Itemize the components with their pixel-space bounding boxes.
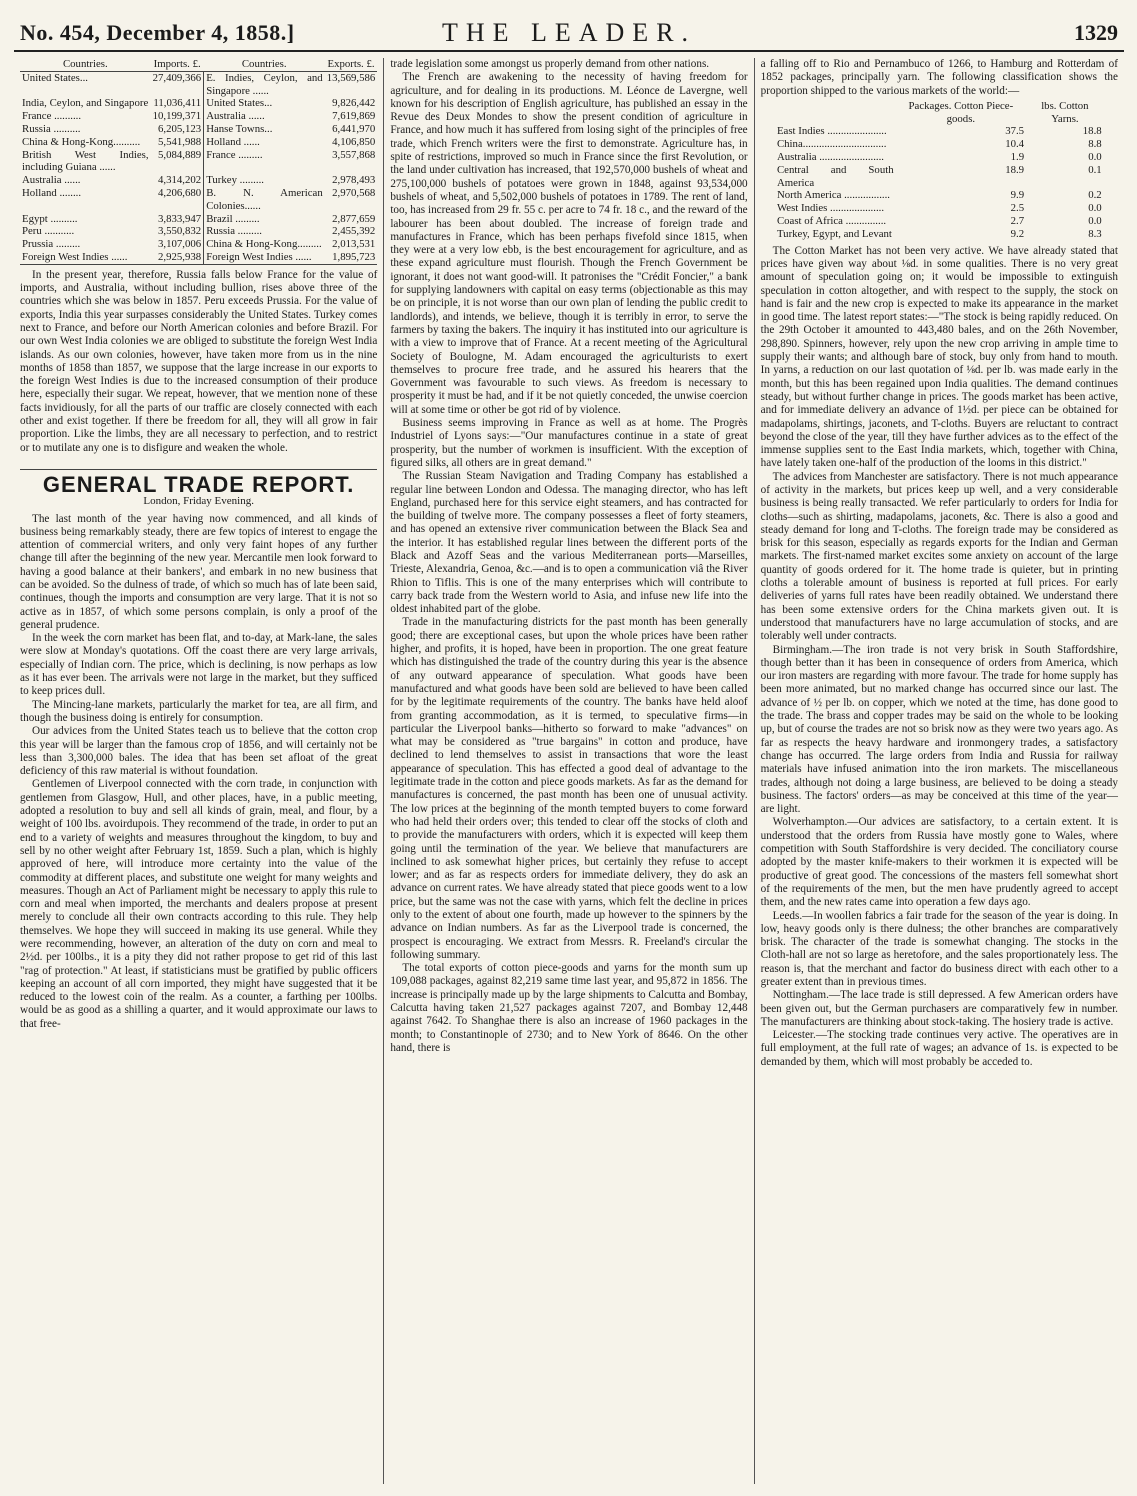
- yarns-value: 0.1: [1088, 163, 1102, 176]
- trade-header-imports: Imports. £.: [151, 58, 204, 71]
- yarns-value: 0.2: [1088, 189, 1102, 202]
- export-value: 2,978,493: [332, 174, 376, 187]
- cotton-header-yarns: lbs. Cotton Yarns.: [1041, 99, 1089, 125]
- table-row: [775, 138, 1104, 151]
- trade-header-countries-2: Countries.: [204, 58, 325, 71]
- market-name: West Indies ....................: [776, 202, 885, 215]
- yarns-value: 18.8: [1082, 125, 1102, 138]
- paragraph: The total exports of cotton piece-goods and yarns for the month sum up 109,088 packages, against 82,219 same time last year, and 95,872 in 1856. The increase is principally made up by the large shipments to Calcutta and Bombay, Calcutta having taken 21,527 packages against 7207, and Bombay 12,448 against 7642. To Shanghae there is also an increase of 1960 packages in the month; to Constantinople of 2730; and to New York of 8646. On the other hand, there is: [390, 962, 748, 1054]
- paragraph: Gentlemen of Liverpool connected with the corn trade, in conjunction with gentlemen from Glasgow, Hull, and other places, have, in a public meeting, adopted a resolution to buy and sell all kinds of grain, meal, and flour, by a weight of 100 lbs. avoirdupois. They recommend of the trade, in order to put an end to a variety of weights and measures throughout the kingdom, to buy and sell by no other weight after February 1st, 1859. Such a plan, which is highly approved of here, will introduce more certainty into the value of the commodity at different places, and substitute one weight for many weights and measures. Though an Act of Parliament might be necessary to apply this rule to corn and meal when imported, the merchants and dealers propose at present merely to conclude all their own contracts according to this rule. They help themselves. We hope they will succeed in making its use general. While they were recommending, however, an alteration of the duty on corn and meal to 2½d. per 100lbs., it is a pity they did not rather propose to get rid of this last "rag of protection." At least, if statisticians must be gratified by public officers keeping an account of all corn imported, they might have suggested that it be reduced to the lowest coin of the realm. As a counter, a farthing per 100lbs. would be as good as a shilling a quarter, and it would approximate our laws to that free-: [20, 778, 378, 1030]
- paragraph: a falling off to Rio and Pernambuco of 1266, to Hamburg and Rotterdam of 1852 packages, principally yarn. The following classification shows the proportion shipped to the various markets of the world:—: [760, 58, 1118, 97]
- import-value: 11,036,411: [153, 97, 202, 110]
- export-value: 9,826,442: [332, 97, 376, 110]
- import-value: 27,409,366: [152, 71, 202, 84]
- table-row: [20, 123, 377, 136]
- export-value: 2,877,659: [332, 212, 376, 225]
- masthead-title: THE LEADER.: [441, 18, 697, 47]
- issue-number: No. 454, December 4, 1858.]: [20, 20, 295, 45]
- paragraph: The last month of the year having now commenced, and all kinds of business being remarkably steady, there are few topics of interest to engage the attention of commercial writers, and only very faint hopes of any further change till after the beginning of the new year. Mercantile men look forward to having a good balance at their bankers', and embark in no new business that can be avoided. So the dulness of trade, of which so much has of late been said, continues, though the imports and consumption are very large. That it is not so active as in 1857, of which some persons complain, is only a proof of the general prudence.: [20, 512, 378, 631]
- paragraph: The advices from Manchester are satisfactory. There is not much appearance of activity in the markets, but prices keep up well, and a very considerable business is being really transacted. We refer particularly to orders for India for cloths—such as shirting, madapolams, jaconets, &c. There is also a good and steady demand for long and T-cloths. The foreign trade may be considered as brisk for this season, especially as regards exports for the Indian and German markets. The first-named market excites some anxiety on account of the large quantity of goods ordered for it. The home trade is quieter, but in printing cloths a tolerable amount of business is reported at full prices. For early deliveries of yarns full rates have been readily obtained. We understand there has been some extensive orders for the China markets given out. It is understood that manufacturers have no large accumulation of stocks, and are tolerably well under contracts.: [760, 470, 1118, 643]
- import-value: 10,199,371: [152, 110, 202, 123]
- table-row: [20, 71, 377, 97]
- piece-goods-value: 2.5: [1010, 202, 1025, 215]
- cotton-table-body: [775, 125, 1104, 240]
- market-name: China...............................: [776, 138, 887, 151]
- table-row: [20, 187, 377, 213]
- market-name: Australia ........................: [776, 151, 885, 164]
- table-row: [20, 110, 377, 123]
- table-row: [20, 174, 377, 187]
- import-country: France ..........: [22, 110, 82, 123]
- yarns-value: 0.0: [1088, 202, 1102, 215]
- import-value: 5,084,889: [158, 148, 202, 161]
- export-country: Brazil .........: [204, 213, 325, 226]
- export-value: 2,013,531: [332, 238, 376, 251]
- import-country: China & Hong-Kong..........: [22, 135, 141, 148]
- piece-goods-value: 9.9: [1010, 189, 1025, 202]
- table-row: [20, 238, 377, 251]
- import-value: 3,107,006: [158, 238, 202, 251]
- export-value: 3,557,868: [332, 148, 376, 161]
- divider: [20, 469, 377, 470]
- import-country: Russia ..........: [22, 122, 81, 135]
- piece-goods-value: 37.5: [1005, 125, 1025, 138]
- table-row: [775, 125, 1104, 138]
- export-value: 2,970,568: [332, 186, 376, 199]
- export-country: United States...: [204, 97, 325, 110]
- export-country: E. Indies, Ceylon, and Singapore ......: [204, 71, 325, 97]
- cotton-header-piece-goods: Packages. Cotton Piece-goods.: [908, 99, 1014, 125]
- export-value: 7,619,869: [332, 110, 376, 123]
- table-row: [20, 251, 377, 264]
- dateline: London, Friday Evening.: [143, 495, 254, 508]
- trade-table: [20, 58, 377, 265]
- paragraph: Business seems improving in France as well as at home. The Progrès Industriel of Lyons says:—"Our manufactures continue in a state of great prosperity, but the number of workmen is insufficient. With the exception of figured silks, all others are in great demand.": [390, 417, 748, 469]
- paragraph: Wolverhampton.—Our advices are satisfactory, to a certain extent. It is understood that the orders from Russia have mostly gone to Wales, where competition with South Staffordshire is very decided. The conciliatory course adopted by the master knife-makers to their workmen it is expected will be productive of great good. The concessions of the masters fell somewhat short of the requirements of the men, but the men have prudently agreed to accept them, and the new rates came into operation a few days ago.: [760, 816, 1118, 909]
- table-row: [775, 189, 1104, 202]
- export-country: B. N. American Colonies......: [204, 187, 325, 213]
- yarns-value: 8.3: [1088, 227, 1102, 240]
- import-country: Holland ........: [22, 186, 82, 199]
- export-country: Hanse Towns...: [204, 123, 325, 136]
- export-value: 13,569,586: [326, 71, 376, 84]
- piece-goods-value: 1.9: [1010, 151, 1025, 164]
- import-value: 3,833,947: [158, 212, 202, 225]
- trade-table-body: [20, 71, 377, 264]
- paragraph: Birmingham.—The iron trade is not very brisk in South Staffordshire, though better than it has been in consequence of orders from America, which our iron masters are regarding with more favour. The trade for home supply has been more animated, but no marked change has occurred since our last. The advance of ½ per lb. on copper, which we noted at the time, has done good to the trade. The brass and copper trades may be said on the whole to be looking up, but of course the trades are not so brisk now as they were two years ago. As far as respects the heavy hardware and ironmongery trades, a satisfactory change has occurred. The large orders from India and Russia for railway materials have infused animation into the iron markets. The miscellaneous trades, although not doing a large business, are believed to be doing a steady business. The factors' orders—as may be conceived at this time of the year—are light.: [760, 643, 1118, 816]
- table-row: [20, 225, 377, 238]
- import-value: 3,550,832: [158, 225, 202, 238]
- cotton-header-market: [775, 100, 896, 126]
- table-row: [775, 202, 1104, 215]
- table-row: [20, 149, 377, 175]
- piece-goods-value: 9.2: [1010, 227, 1025, 240]
- table-row: [20, 136, 377, 149]
- export-country: France .........: [204, 149, 325, 175]
- import-country: United States...: [22, 71, 88, 84]
- table-row: [775, 151, 1104, 164]
- table-row: [20, 213, 377, 226]
- paragraph: In the week the corn market has been flat, and to-day, at Mark-lane, the sales were slow at Monday's quotations. Off the coast there are very large arrivals, especially of Indian corn. The price, which is declining, is now perhaps as low as it has ever been. The arrivals were not large in the market, but they sufficed to keep prices dull.: [20, 632, 378, 698]
- piece-goods-value: 18.9: [1005, 163, 1025, 176]
- table-row: [775, 228, 1104, 241]
- trade-header-exports: Exports. £.: [325, 58, 378, 71]
- page-header: [14, 14, 1124, 52]
- market-name: Central and South America: [776, 163, 894, 189]
- paragraph: Nottingham.—The lace trade is still depressed. A few American orders have been given out, but the German purchasers are comparatively few in number. The manufacturers are thinking about stock-taking. The hosiery trade is active.: [760, 989, 1118, 1028]
- import-value: 4,206,680: [158, 186, 202, 199]
- report-heading: GENERAL TRADE REPORT.: [42, 471, 355, 497]
- import-country: Peru ...........: [22, 225, 75, 238]
- import-value: 6,205,123: [158, 122, 202, 135]
- market-name: North America .................: [776, 189, 890, 202]
- market-name: Turkey, Egypt, and Levant: [776, 227, 892, 240]
- column-2: [383, 58, 753, 1484]
- market-name: East Indies ......................: [776, 125, 887, 138]
- export-country: China & Hong-Kong.........: [204, 238, 325, 251]
- export-value: 4,106,850: [332, 135, 376, 148]
- paragraph: The Russian Steam Navigation and Trading Company has established a regular line between London and Odessa. The managing director, who has left England, purchased here for this service eight steamers, and has contracted for the building of twelve more. The company possesses a fleet of forty steamers, and has opened an extensive river communication between the Black Sea and the interior. It has established regular lines between the different ports of the Black and Azoff Seas and the various Mediterranean ports—Marseilles, Trieste, Alexandria, Genoa, &c.—and is to open a communication viâ the River Rhion to Tiflis. This is one of the many enterprises which will contribute to carry back trade from the Western world to Asia, and infuse new life into the oldest inhabited part of the globe.: [390, 470, 748, 616]
- columns: [14, 58, 1124, 1484]
- import-value: 2,925,938: [158, 250, 202, 263]
- market-name: Coast of Africa ...............: [776, 215, 887, 228]
- yarns-value: 8.8: [1088, 138, 1102, 151]
- piece-goods-value: 2.7: [1010, 215, 1025, 228]
- paragraph: Leicester.—The stocking trade continues very active. The operatives are in full employment, at the full rate of wages; an advance of 1s. is expected to be demanded by them, which will most probably be acceded to.: [760, 1029, 1118, 1068]
- table-row: [775, 215, 1104, 228]
- import-country: British West Indies, including Guiana ......: [22, 148, 149, 174]
- export-country: Turkey .........: [204, 174, 325, 187]
- import-value: 5,541,988: [158, 135, 202, 148]
- paragraph: The Mincing-lane markets, particularly the market for tea, are all firm, and though the business doing is entirely for consumption.: [20, 698, 378, 724]
- import-country: Egypt ..........: [22, 212, 78, 225]
- table-row: [775, 164, 1104, 190]
- import-country: Prussia .........: [22, 238, 81, 251]
- import-country: India, Ceylon, and Singapore: [22, 97, 149, 110]
- paragraph: The French are awakening to the necessity of having freedom for agriculture, and for dealing in its productions. M. Léonce de Lavergne, well known for his description of English agriculture, has published an essay in the Revue des Deux Mondes to show the present condition of agriculture in France, and how much it has suffered from losing sight of the principles of free trade, which French writers were the first to demonstrate. Agriculture has, in spite of restrictions, improved so much in France since the first Revolution, or the land under cultivation has increased, that 192,570,000 bushels of wheat and 275,100,000 bushels of potatoes were grown in 1848, against 93,534,000 bushels of wheat, and 5,502,000 bushels of potatoes in 1789. The rent of land, too, has increased from 29 fr. 55 c. per acre to 74 fr. 18 c., and the reward of the labourer has been about doubled. The increase of foreign trade and manufactures in France, which has been perhaps fivefold since 1815, when they were at a very low ebb, is the best encouragement for agriculture, and as these expand agriculture must flourish. Though the French Government be ignorant, it does not want good-will. It patronises the "Crédit Foncier," a bank for supplying landowners with capital on easy terms (objectionable as this may be on principle, it is not worse than our own plan of lending the public credit to landlords), and intends, we believe, though it is terribly in error, to serve the farmers by taxing the bakers. The inquiry it has instituted into our agriculture is with a view to improve that of France. At a recent meeting of the Agricultural Society of Boulogne, M. Adam encouraged the agriculturists to exert themselves to procure free trade, and he assured his hearers that the Government was favourable to such views. As freedom is necessary to prosperity it must be had, and if it be not quietly conceded, the unwise coercion will at some time or other be got rid of by violence.: [390, 71, 748, 416]
- newspaper-page: [14, 14, 1124, 1484]
- paragraph: In the present year, therefore, Russia falls below France for the value of imports, and Australia, without including bullion, rises above three of the countries which she was below in 1857. Peru exceeds Prussia. For the value of exports, India this year surpasses considerably the United States. Turkey comes next to France, and before our North American colonies and before Brazil. For our own West India colonies we are obliged to substitute the foreign West India islands. As our own colonies, however, have taken more from us in the nine months of 1858 than 1857, we suppose that the large increase in our exports to the foreign West Indies is due to the increased consumption of their produce here, especially their sugar. We repeat, however, that we mention none of these facts invidiously, for all the parts of our traffic are closely connected with each other and exist together. If there be freedom for all, they will all grow in fair proportion. Like the limbs, they are all necessary to perfection, and to restrict or to mutilate any one is to disfigure and weaken the whole.: [20, 268, 378, 454]
- column-1: [14, 58, 383, 1484]
- import-value: 4,314,202: [158, 174, 202, 187]
- paragraph: Leeds.—In woollen fabrics a fair trade for the season of the year is doing. In low, heavy goods only is there dulness; the other branches are comparatively brisk. The character of the trade is somewhat changing. The stocks in the Cloth-hall are not so large as heretofore, and the sales proportionately less. The reason is, that the merchant and factor do business direct with each other to a greater extent than in previous times.: [760, 909, 1118, 988]
- trade-header-countries: Countries.: [20, 58, 151, 71]
- export-value: 2,455,392: [332, 225, 376, 238]
- export-country: Holland ......: [204, 136, 325, 149]
- column-3: [754, 58, 1124, 1484]
- yarns-value: 0.0: [1088, 151, 1102, 164]
- paragraph: trade legislation some amongst us properly demand from other nations.: [390, 58, 710, 70]
- export-country: Foreign West Indies ......: [204, 251, 325, 264]
- page-number: 1329: [1074, 20, 1118, 45]
- export-country: Russia .........: [204, 225, 325, 238]
- table-row: [20, 97, 377, 110]
- export-country: Australia ......: [204, 110, 325, 123]
- cotton-classification-table: [775, 100, 1104, 241]
- paragraph: Our advices from the United States teach us to believe that the cotton crop this year will be larger than the famous crop of 1856, and will certainly not be less than 3,300,000 bales. The idea that has been set afloat of the great deficiency of this raw material is without foundation.: [20, 725, 378, 778]
- import-country: Foreign West Indies ......: [22, 250, 128, 263]
- yarns-value: 0.0: [1088, 215, 1102, 228]
- import-country: Australia ......: [22, 174, 81, 187]
- piece-goods-value: 10.4: [1005, 138, 1025, 151]
- paragraph: The Cotton Market has not been very active. We have already stated that prices have given way about ⅛d. in some qualities. There is no very great amount of speculation going on; it would be impossible to extinguish speculation in cotton altogether, and with respect to the supply, the stock on hand is fair and the new crop is expected to make its appearance in the market in good time. The latest report states:—"The stock is being rapidly reduced. On the 29th October it amounted to 443,480 bales, and on the 26th November, 298,890. Spinners, however, rely upon the new crop arriving in ample time to supply their wants; and although bare of stock, buy only from hand to mouth. In yarns, a reduction on our last quotation of ⅛d. per lb. was made early in the month, but this has been regained upon India qualities. The demand continues steady, but without further change in prices. The goods market has been active, and for immediate delivery an advance of 1½d. per piece can be obtained for madapolams, shirtings, jaconets, and T-cloths. Buyers are reluctant to contract beyond the close of the year, till they have further advices as to the effect of the immense supplies sent to the East India markets, which, together with China, have lately taken one-half of the production of the looms in this district.": [760, 244, 1118, 470]
- export-value: 6,441,970: [332, 122, 376, 135]
- paragraph: Trade in the manufacturing districts for the past month has been generally good; there are exceptional cases, but upon the whole prices have been rather higher, and profits, it is hoped, have been in proportion. The one great feature which has distinguished the trade of the country during this year is the absence of any outward appearance of speculation. What goods have been manufactured and what goods have been sold are believed to have been called for by the legitimate requirements of the country. The banks have held aloof from granting accommodation, as it is termed, to speculative firms—in particular the Liverpool banks—hitherto so forward to make "advances" on what may be considered as "true bargains" in cotton and produce, have declined to lend themselves to assist in transactions that wore the least appearance of speculation. This has effected a good deal of advantage to the legitimate trade in the cotton and piece goods markets. As far as the demand for manufactures is concerned, the past month has been one of unusual activity. The low prices at the beginning of the month tempted buyers to come forward who had held their orders over; this tended to clear off the stocks of cloth and to provide the manufacturers with orders, which it is expected will keep them going until the termination of the year. We believe that manufacturers are inclined to ask somewhat higher prices, but certainly they refuse to accept lower; and as far as respects orders for immediate delivery, they do ask an advance on current rates. We have already stated that piece goods went to a low price, but the same was not the case with yarns, which felt the decline in prices only to the extent of about one fourth, made up however to the spinners by the advance on Indian numbers. As far as the Liverpool trade is concerned, the prospect is encouraging. We extract from Messrs. R. Freeland's circular the following summary.: [390, 616, 748, 961]
- export-value: 1,895,723: [332, 250, 376, 263]
